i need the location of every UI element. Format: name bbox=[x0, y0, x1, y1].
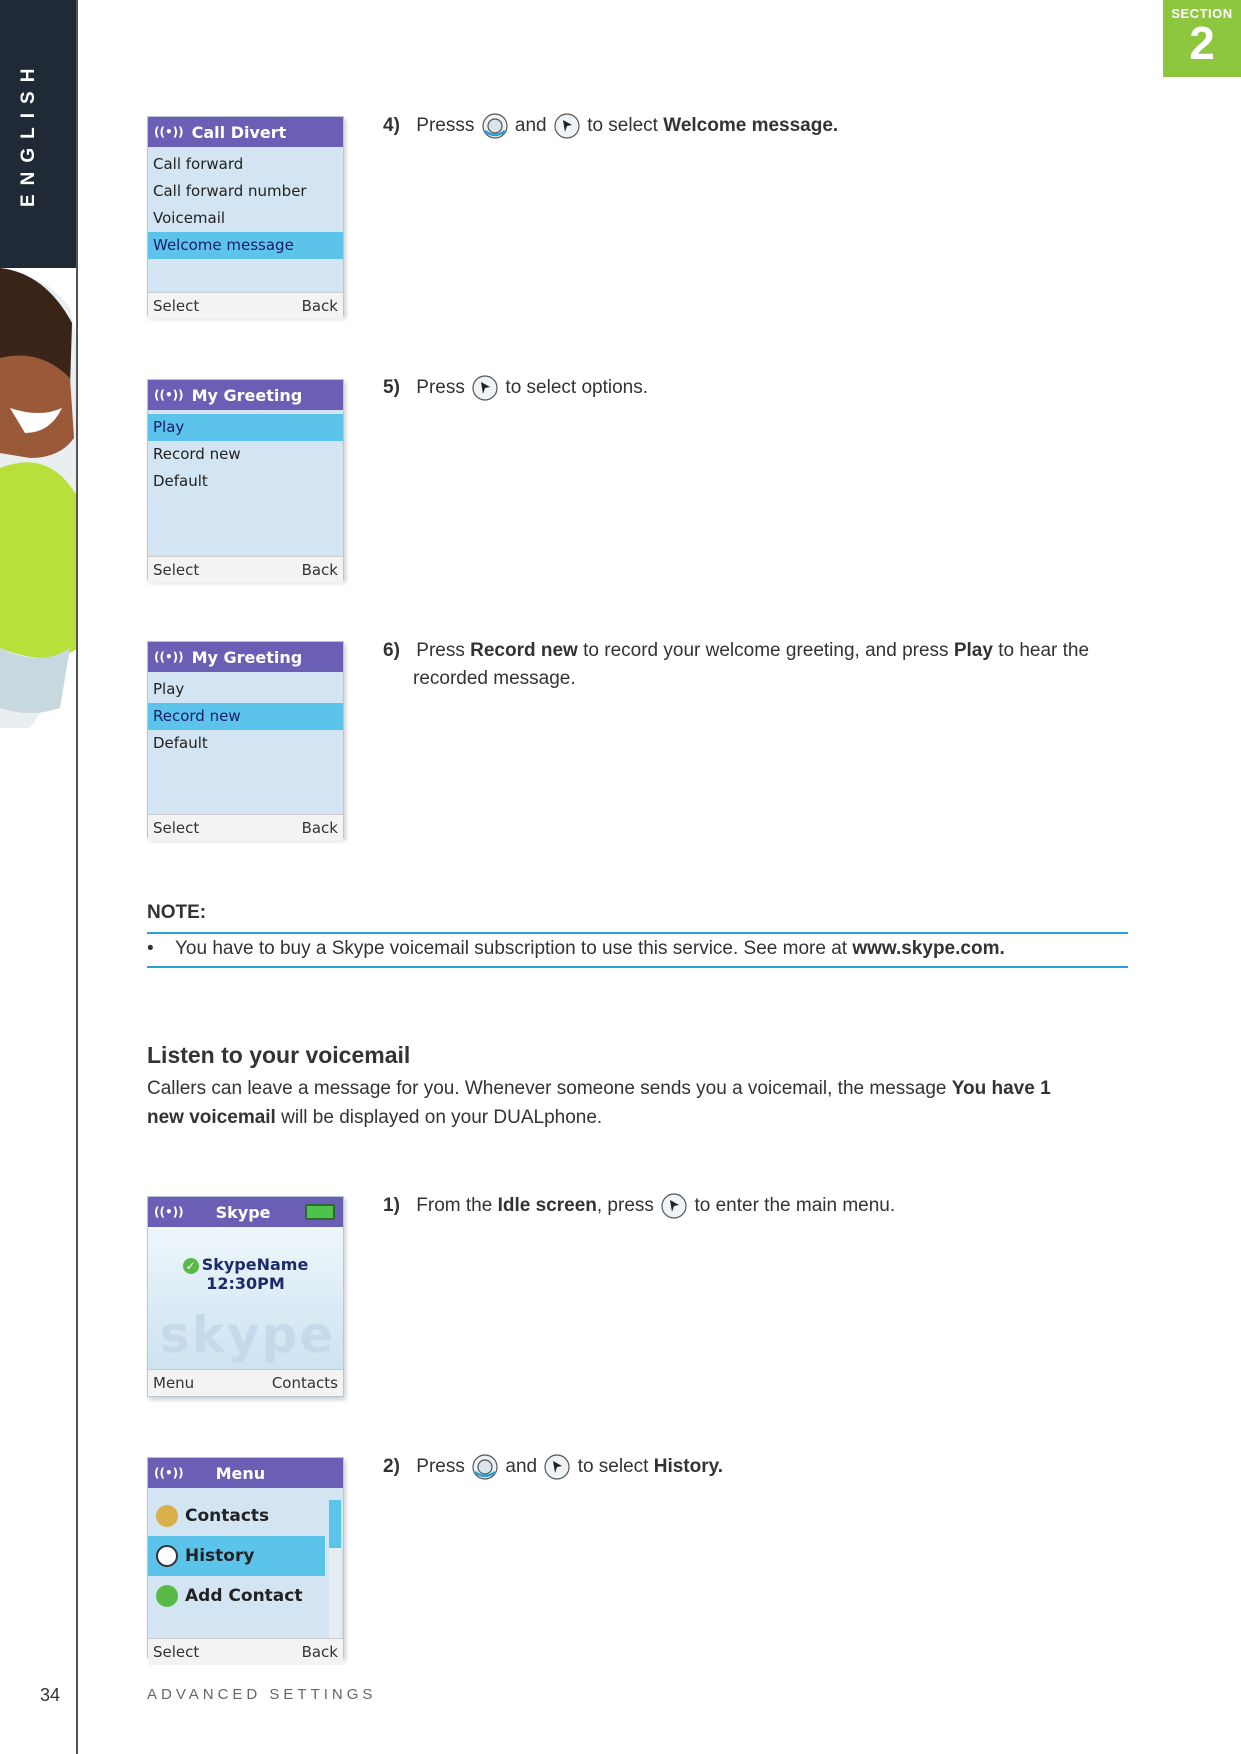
screen-call-divert bbox=[147, 116, 344, 316]
section-label: SECTION bbox=[1171, 6, 1233, 21]
language-tab bbox=[0, 0, 76, 268]
step-text: to select options. bbox=[505, 377, 649, 398]
screen-greeting-record bbox=[147, 641, 344, 838]
screen-header bbox=[148, 1458, 343, 1488]
step-text: From the bbox=[416, 1195, 493, 1216]
screen-item: Default bbox=[153, 472, 208, 490]
select-key-icon bbox=[472, 375, 498, 401]
footer-title: ADVANCED SETTINGS bbox=[147, 1686, 377, 1703]
para-bold: new voicemail bbox=[147, 1107, 276, 1128]
screen-item: Call forward number bbox=[153, 182, 307, 200]
step-text: , press bbox=[596, 1195, 654, 1216]
signal-icon: ((•)) bbox=[154, 650, 184, 664]
soft-keys bbox=[148, 814, 343, 841]
step-text: to select bbox=[577, 1456, 649, 1477]
screen-header bbox=[148, 1197, 343, 1227]
idle-time: 12:30PM bbox=[206, 1274, 285, 1293]
add-contact-icon bbox=[156, 1585, 178, 1607]
soft-key-right: Back bbox=[301, 819, 338, 837]
menu-item-label: Contacts bbox=[185, 1506, 270, 1526]
margin-rule bbox=[76, 0, 78, 1754]
screen-item: Call forward bbox=[153, 155, 244, 173]
screen-title: Call Divert bbox=[191, 122, 287, 142]
note-title: NOTE: bbox=[147, 902, 207, 923]
menu-item-label: Add Contact bbox=[185, 1586, 303, 1606]
step-text: and bbox=[514, 115, 547, 136]
step-4 bbox=[383, 112, 1133, 140]
step-number: 6) bbox=[383, 640, 400, 661]
note-rule-top bbox=[147, 932, 1128, 934]
menu-item-label: History bbox=[185, 1546, 255, 1566]
section-number: 2 bbox=[1189, 17, 1215, 69]
step-text: Press bbox=[416, 640, 465, 661]
soft-key-left: Select bbox=[153, 819, 200, 837]
step-bold: Welcome message. bbox=[663, 115, 839, 136]
step-6 bbox=[383, 637, 1133, 693]
contacts-icon bbox=[156, 1505, 178, 1527]
menu-item bbox=[148, 1496, 343, 1536]
step-text: Press bbox=[416, 377, 465, 398]
page-number: 34 bbox=[40, 1685, 61, 1705]
screen-title: Menu bbox=[215, 1463, 266, 1483]
menu-item bbox=[148, 1576, 343, 1616]
step-bold: Idle screen bbox=[497, 1195, 597, 1216]
idle-name-row bbox=[148, 1227, 343, 1274]
step-text: to enter the main menu. bbox=[694, 1195, 896, 1216]
para-text: will be displayed on your DUALphone. bbox=[281, 1107, 603, 1128]
step-text: to hear the bbox=[998, 640, 1090, 661]
battery-icon bbox=[305, 1204, 335, 1220]
soft-key-right: Back bbox=[301, 297, 338, 315]
screen-header bbox=[148, 380, 343, 410]
screen-item-selected: Welcome message bbox=[148, 232, 343, 259]
soft-keys bbox=[148, 1638, 343, 1665]
section-badge bbox=[1163, 0, 1241, 77]
soft-key-right: Back bbox=[301, 561, 338, 579]
screen-menu bbox=[147, 1457, 344, 1661]
screen-item-selected: Record new bbox=[148, 703, 343, 730]
screen-item: Record new bbox=[153, 445, 241, 463]
screen-header bbox=[148, 642, 343, 672]
note-rule-bottom bbox=[147, 966, 1128, 968]
screen-title: Skype bbox=[215, 1202, 271, 1222]
screen-header bbox=[148, 117, 343, 147]
soft-keys bbox=[148, 556, 343, 583]
soft-key-left: Select bbox=[153, 1643, 200, 1661]
step-bold: Record new bbox=[470, 640, 578, 661]
step-number: 1) bbox=[383, 1195, 400, 1216]
signal-icon: ((•)) bbox=[154, 1205, 184, 1219]
skype-name: SkypeName bbox=[201, 1255, 309, 1274]
navigation-key-icon bbox=[482, 113, 508, 139]
screen-item: Default bbox=[153, 734, 208, 752]
para-bold: You have 1 bbox=[951, 1078, 1051, 1099]
section-heading: Listen to your voicemail bbox=[147, 1042, 411, 1068]
step-bold: Play bbox=[953, 640, 993, 661]
para-text: Callers can leave a message for you. Whenever someone sends you a voicemail, the message bbox=[147, 1078, 947, 1099]
soft-key-right: Contacts bbox=[271, 1374, 338, 1392]
screen-idle bbox=[147, 1196, 344, 1397]
screen-title: My Greeting bbox=[191, 647, 303, 667]
intro-paragraph bbox=[147, 1074, 1107, 1132]
note-body: You have to buy a Skype voicemail subscription to use this service. See more at bbox=[175, 938, 848, 959]
step-text: to select bbox=[587, 115, 658, 136]
screen-item-selected: Play bbox=[148, 414, 343, 441]
menu-item-selected bbox=[148, 1536, 325, 1576]
step-number: 4) bbox=[383, 115, 400, 136]
step-text: Press bbox=[416, 1456, 465, 1477]
soft-key-left: Select bbox=[153, 297, 200, 315]
step-1 bbox=[383, 1192, 1133, 1220]
step-text: Presss bbox=[416, 115, 475, 136]
side-photo bbox=[0, 268, 78, 728]
step-text: and bbox=[505, 1456, 538, 1477]
select-key-icon bbox=[554, 113, 580, 139]
step-5 bbox=[383, 374, 1133, 402]
step-number: 2) bbox=[383, 1456, 400, 1477]
screen-title: My Greeting bbox=[191, 385, 303, 405]
skype-watermark-logo: skype bbox=[160, 1306, 336, 1364]
step-number: 5) bbox=[383, 377, 400, 398]
history-clock-icon bbox=[156, 1545, 178, 1567]
note-text bbox=[147, 938, 1005, 960]
skype-link[interactable]: www.skype.com. bbox=[852, 938, 1005, 959]
select-key-icon bbox=[661, 1193, 687, 1219]
step-text: to record your welcome greeting, and press bbox=[583, 640, 949, 661]
soft-key-left: Select bbox=[153, 561, 200, 579]
step-2 bbox=[383, 1453, 1133, 1481]
navigation-key-icon bbox=[472, 1454, 498, 1480]
screen-item: Voicemail bbox=[153, 209, 226, 227]
soft-key-left: Menu bbox=[153, 1374, 195, 1392]
screen-item: Play bbox=[153, 680, 185, 698]
scrollbar-thumb bbox=[329, 1500, 341, 1548]
online-status-icon: ✓ bbox=[183, 1258, 199, 1274]
soft-keys bbox=[148, 292, 343, 319]
language-label: ENGLISH bbox=[18, 59, 39, 207]
screen-greeting-play bbox=[147, 379, 344, 580]
soft-key-right: Back bbox=[301, 1643, 338, 1661]
signal-icon: ((•)) bbox=[154, 388, 184, 402]
signal-icon: ((•)) bbox=[154, 1466, 184, 1480]
step-text: recorded message. bbox=[413, 668, 576, 689]
select-key-icon bbox=[544, 1454, 570, 1480]
signal-icon: ((•)) bbox=[154, 125, 184, 139]
soft-keys bbox=[148, 1369, 343, 1396]
step-bold: History. bbox=[653, 1456, 724, 1477]
bullet: • bbox=[147, 938, 154, 959]
